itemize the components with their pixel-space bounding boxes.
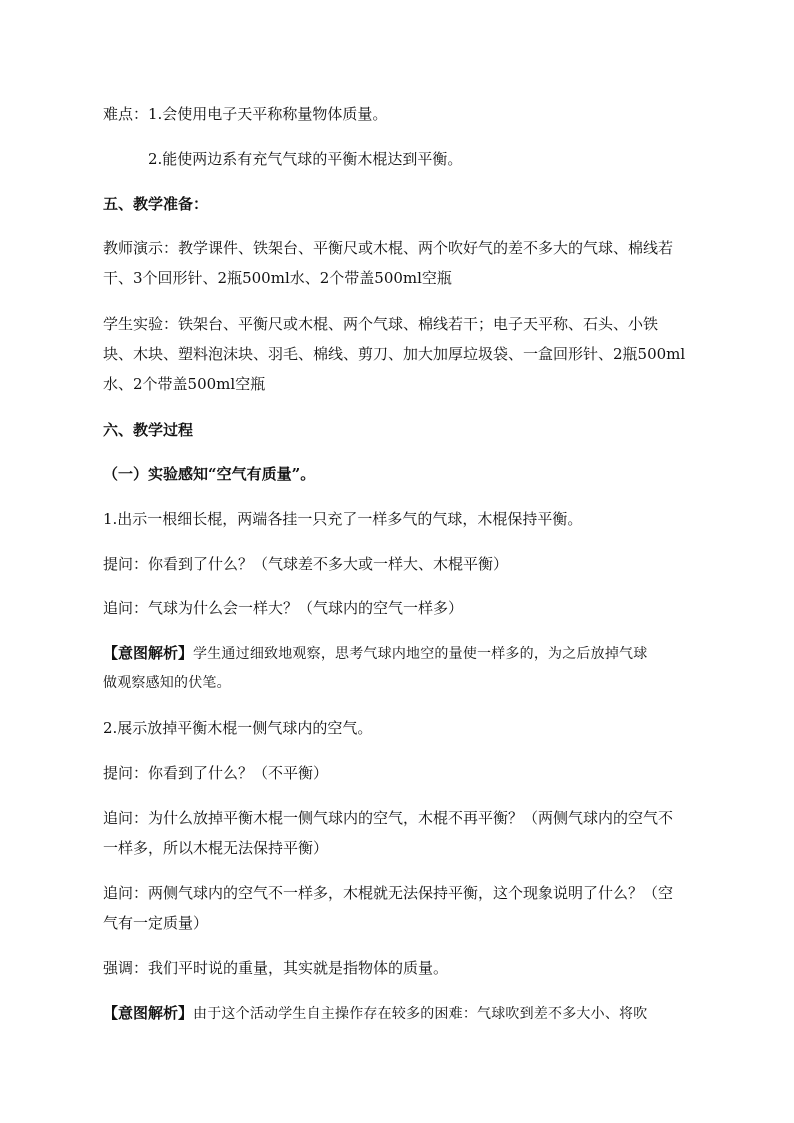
student-experiment-line-3: 水、2个带盖500ml空瓶	[103, 375, 266, 393]
question-four-line-1: 追问：为什么放掉平衡木棍一侧气球内的空气，木棍不再平衡？（两侧气球内的空气不	[103, 809, 674, 827]
emphasis-text: 强调：我们平时说的重量，其实就是指物体的质量。	[103, 959, 449, 977]
intent-analysis-label-two: 【意图解析】	[103, 1004, 194, 1022]
question-five-line-1: 追问：两侧气球内的空气不一样多，木棍就无法保持平衡，这个现象说明了什么？（空	[103, 884, 674, 902]
difficulty-line-2: 2.能使两边系有充气气球的平衡木棍达到平衡。	[148, 150, 463, 168]
intent-analysis-one-continuation: 做观察感知的伏笔。	[103, 675, 231, 691]
difficulty-line-1: 难点：1.会使用电子天平称称量物体质量。	[103, 105, 388, 123]
question-five-line-2: 气有一定质量）	[103, 914, 209, 932]
question-one: 提问：你看到了什么？（气球差不多大或一样大、木棍平衡）	[103, 555, 509, 573]
section-six-heading: 六、教学过程	[103, 421, 194, 439]
teacher-demo-line-2: 干、3个回形针、2瓶500ml水、2个带盖500ml空瓶	[103, 269, 452, 287]
question-three: 提问：你看到了什么？（不平衡）	[103, 764, 329, 782]
question-four-line-2: 一样多，所以木棍无法保持平衡）	[103, 839, 329, 857]
student-experiment-line-2: 块、木块、塑料泡沫块、羽毛、棉线、剪刀、加大加厚垃圾袋、一盒回形针、2瓶500ml	[103, 345, 686, 363]
question-two: 追问：气球为什么会一样大？（气球内的空气一样多）	[103, 599, 464, 617]
step-two-text: 2.展示放掉平衡木棍一侧气球内的空气。	[103, 719, 373, 737]
subsection-one-heading: （一）实验感知“空气有质量”。	[103, 465, 316, 483]
intent-analysis-two	[103, 1003, 720, 1024]
step-one-text: 1.出示一根细长棍，两端各挂一只充了一样多气的气球，木棍保持平衡。	[103, 510, 583, 528]
intent-analysis-text-two: 由于这个活动学生自主操作存在较多的困难：气球吹到差不多大小、将吹	[193, 1006, 648, 1022]
intent-analysis-one	[103, 643, 720, 664]
intent-analysis-label: 【意图解析】	[103, 644, 194, 662]
section-five-heading: 五、教学准备：	[103, 195, 209, 213]
student-experiment-line-1: 学生实验：铁架台、平衡尺或木棍、两个气球、棉线若干；电子天平称、石头、小铁	[103, 315, 659, 333]
teacher-demo-line-1: 教师演示：教学课件、铁架台、平衡尺或木棍、两个吹好气的差不多大的气球、棉线若	[103, 239, 674, 257]
intent-analysis-text: 学生通过细致地观察，思考气球内地空的量使一样多的，为之后放掉气球	[193, 646, 648, 662]
